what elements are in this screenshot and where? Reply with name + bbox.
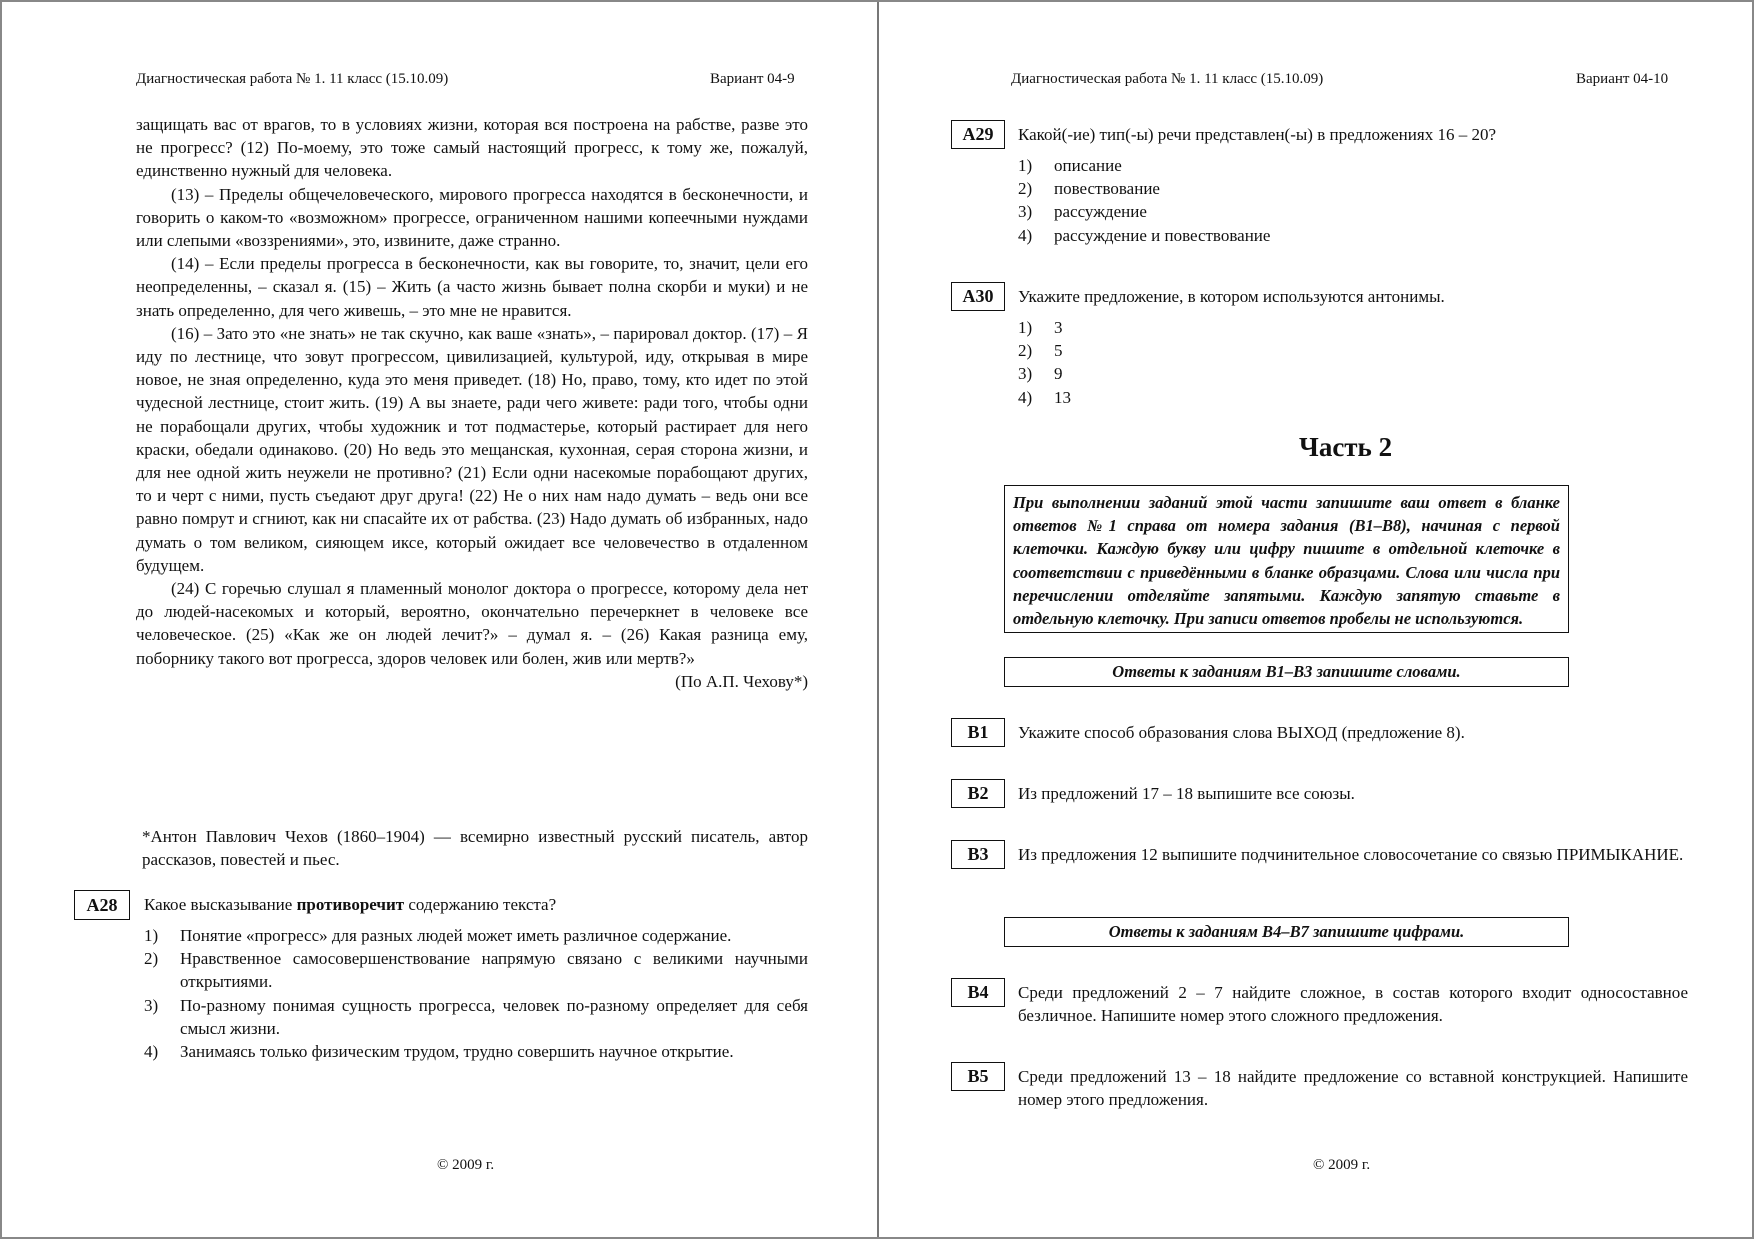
passage-paragraph: защищать вас от врагов, то в условиях жизни, которая вся построена на рабстве, разве это не прогресс? (12) По-моему, это тоже самый настоящий прогресс, к тому же, пожалуй, единственно нужный для человека. (136, 115, 808, 181)
task-b3-text: Из предложения 12 выпишите подчинительное словосочетание со связью ПРИМЫКАНИЕ. (1018, 845, 1684, 864)
passage-paragraph: (16) – Зато это «не знать» не так скучно, как ваше «знать», – парировал доктор. (17) – Я иду по лестнице, что зовут прогрессом, цивилизацией, культурой, иду, открывая в мире новое, не зная определенно, куда это меня приведет. (18) Но, право, тому, кто идет по этой чудесной лестнице, стоит жить. (19) А вы знаете, ради чего живете: ради того, чтобы одни не порабощали других, чтобы художник и тот подмастерье, который растирает для него краски, обедали одинаково. (20) Но ведь это мещанская, кухонная, серая сторона жизни, и для нее одной жить неужели не противно? (21) Если одни насекомые порабощают других, то и черт с ними, пусть съедают друг друга! (22) Не о них нам надо думать – ведь они все равно помрут и сгниют, как ни спасайте их от рабства. (23) Надо думать об избранных, надо думать о том великом, сияющем иксе, который ожидает все человечество в отдаленном будущем. (136, 323, 808, 575)
task-a28-options (144, 924, 808, 1063)
answer-option: 4) рассуждение и повествование (1018, 225, 1271, 245)
page-header-title: Диагностическая работа № 1. 11 класс (15.10.09) (1011, 71, 1324, 87)
task-label-a29: А29 (951, 120, 1005, 149)
task-label-b3: В3 (951, 840, 1005, 869)
task-label-a30: А30 (951, 282, 1005, 311)
task-label-b1: В1 (951, 718, 1005, 747)
task-label-b5: В5 (951, 1062, 1005, 1091)
task-b1-text: Укажите способ образования слова ВЫХОД (предложение 8). (1018, 723, 1465, 742)
task-b2-text: Из предложений 17 – 18 выпишите все союзы. (1018, 784, 1355, 803)
task-a30-question: Укажите предложение, в котором используются антонимы. (1018, 287, 1445, 306)
answer-option: 2) Нравственное самосовершенствование напрямую связано с великими научными открытиями. (144, 949, 808, 992)
answer-option: 3) 9 (1018, 364, 1063, 384)
answer-option: 1) Понятие «прогресс» для разных людей может иметь различное содержание. (144, 926, 732, 945)
passage-text (136, 113, 808, 693)
passage-paragraph: (13) – Пределы общечеловеческого, мирового прогресса находятся в бесконечности, и говорить о каком-то «возможном» прогрессе, ограниченном нашими копеечными нуждами или слепыми «воззрениями», это, извините, даже странно. (136, 184, 808, 251)
part-title: Часть 2 (1299, 432, 1393, 462)
answer-option: 4) Занимаясь только физическим трудом, трудно совершить научное открытие. (144, 1042, 734, 1062)
answer-option: 1) описание (1018, 156, 1122, 175)
page-footer: © 2009 г. (437, 1157, 495, 1173)
task-a29-question: Какой(-ие) тип(-ы) речи представлен(-ы) в предложениях 16 – 20? (1018, 125, 1496, 144)
task-label-b4: В4 (951, 978, 1005, 1007)
passage-paragraph: (24) С горечью слушал я пламенный монолог доктора о прогрессе, которому дела нет до людей-насекомых и который, вероятно, окончательно перечеркнет в человеке все человеческое. (25) «Как же он людей лечит?» – думал я. – (26) Какая разница ему, поборнику такого вот прогресса, здоров человек или болен, жив или мертв?» (136, 579, 808, 668)
task-label-b2: В2 (951, 779, 1005, 808)
answer-option: 3) рассуждение (1018, 202, 1147, 222)
task-b5-text: Среди предложений 13 – 18 найдите предложение со вставной конструкцией. Напишите номер этого предложения. (1018, 1067, 1688, 1110)
task-a30-options (1018, 316, 1618, 409)
task-label-a28: А28 (74, 890, 130, 920)
answer-option: 4) 13 (1018, 387, 1071, 407)
footnote: *Антон Павлович Чехов (1860–1904) — всемирно известный русский писатель, автор рассказов, повестей и пьес. (142, 827, 808, 870)
answer-option: 3) По-разному понимая сущность прогресса, человек по-разному определяет для себя смысл жизни. (144, 995, 808, 1038)
left-page (0, 2, 876, 1237)
page-header-variant: Вариант 04-9 (710, 71, 795, 87)
attribution: (По А.П. Чехову*) (675, 671, 808, 691)
answer-option: 2) 5 (1018, 341, 1063, 361)
note-b1-b3: Ответы к заданиям В1–В3 запишите словами. (1004, 657, 1569, 687)
task-a28-question: Какое высказывание противоречит содержанию текста? (144, 895, 557, 914)
page-header-variant: Вариант 04-10 (1576, 71, 1669, 87)
passage-paragraph: (14) – Если пределы прогресса в бесконечности, как вы говорите, то, значит, цели его неопределенны, – сказал я. (15) – Жить (а часто жизнь бывает полна скорби и муки) и не знать определенно, для чего живешь, – это мне не нравится. (136, 254, 808, 320)
page-header-title: Диагностическая работа № 1. 11 класс (15.10.09) (136, 71, 449, 87)
note-b4-b7: Ответы к заданиям В4–В7 запишите цифрами. (1004, 917, 1569, 947)
page-footer: © 2009 г. (1313, 1157, 1371, 1173)
answer-option: 2) повествование (1018, 179, 1160, 199)
right-page (877, 2, 1754, 1237)
task-b4-text: Среди предложений 2 – 7 найдите сложное, в состав которого входит односоставное безличное. Напишите номер этого сложного предложения. (1018, 983, 1688, 1026)
task-a29-options (1018, 154, 1618, 247)
instruction-box: При выполнении заданий этой части запишите ваш ответ в бланке ответов №1 справа от номера задания (В1–В8), начиная с первой клеточки. Каждую букву или цифру пишите в отдельной клеточке в соответствии с приведёнными в бланке образцами. Слова или числа при перечислении отделяйте запятыми. Каждую запятую ставьте в отдельную клеточку. При записи ответов пробелы не используются. (1004, 485, 1569, 633)
answer-option: 1) 3 (1018, 318, 1063, 337)
